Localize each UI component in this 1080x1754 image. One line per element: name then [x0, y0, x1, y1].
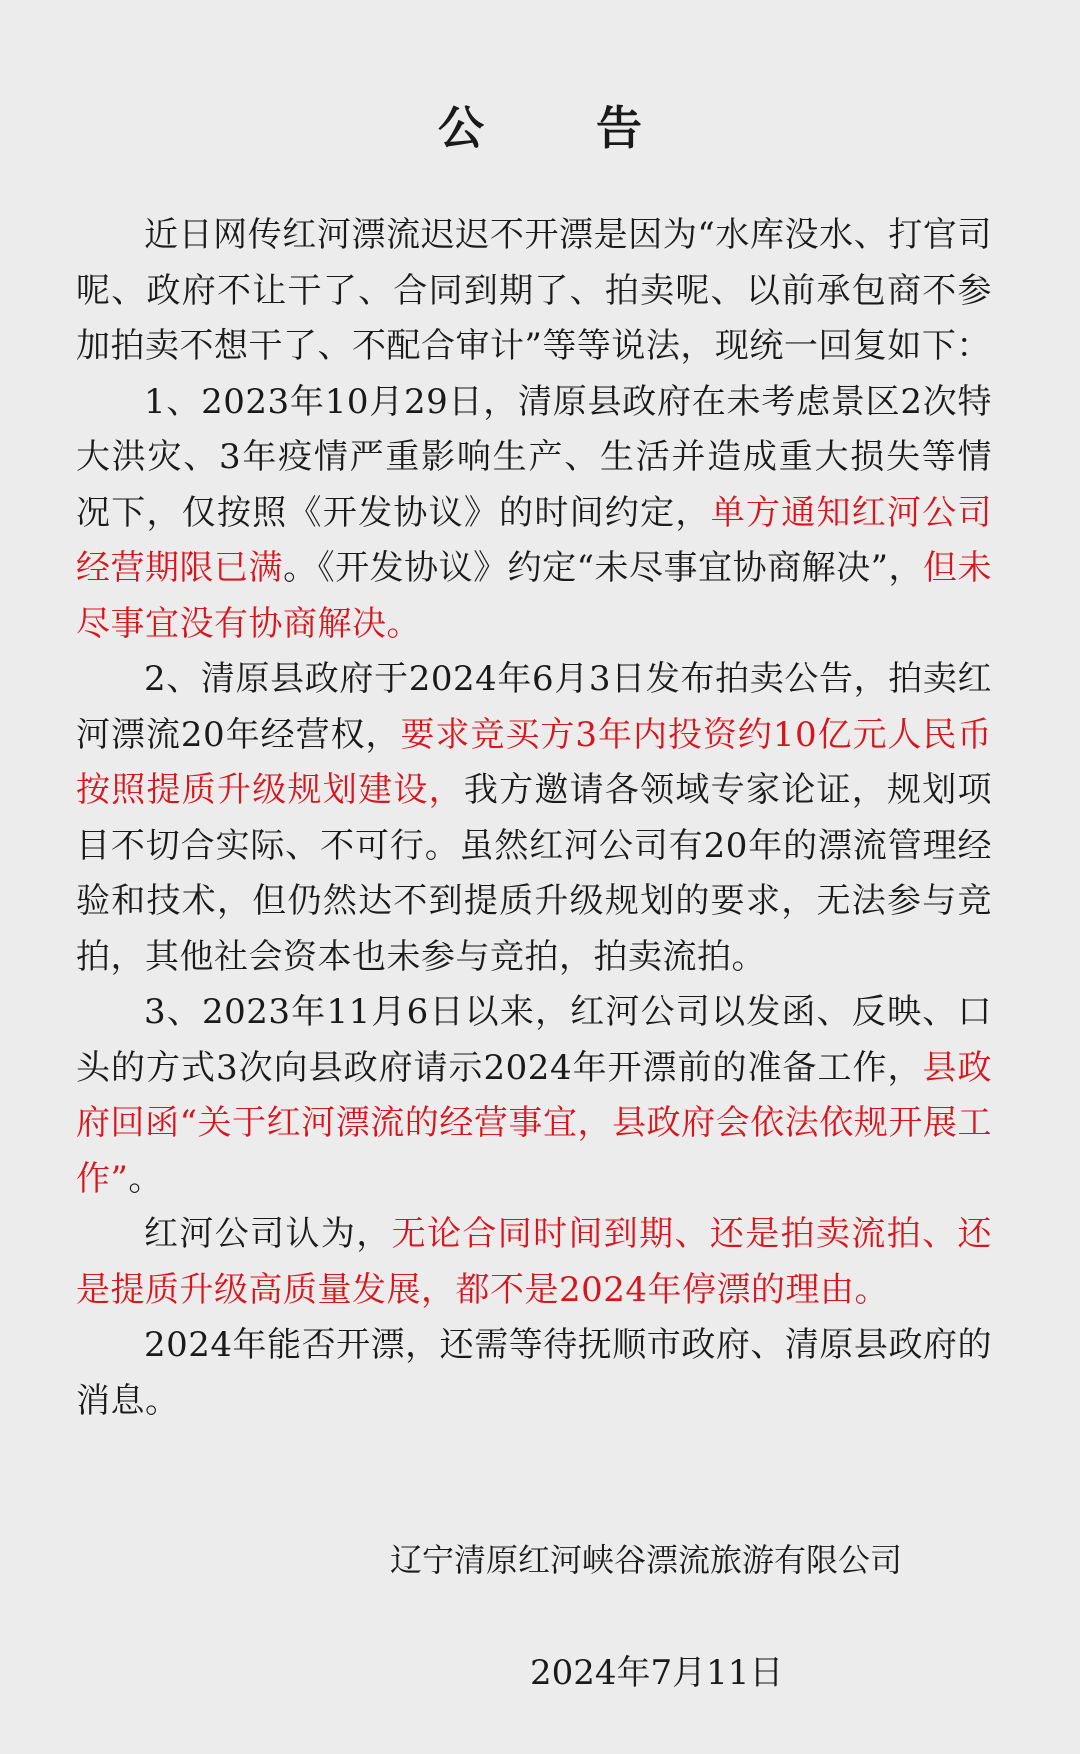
text-segment: 3、2023年11月6日以来，红河公司以发函、反映、口头的方式3次向县政府请示2024年开漂前的准备工作，	[76, 992, 992, 1088]
notice-title: 公 告	[437, 101, 690, 155]
paragraph-opinion	[76, 1207, 992, 1318]
paragraph-closing	[76, 1318, 992, 1429]
notice-date: 2024年7月11日	[530, 1653, 784, 1693]
paragraph-point-1	[76, 375, 992, 653]
paragraph-point-3	[76, 985, 992, 1207]
highlighted-text: 要求竞买方3年内投资约10亿元人民币按照提质升级规划建设，	[76, 714, 992, 810]
paragraph-point-2	[76, 652, 992, 985]
text-segment: 我方邀请各领域专家论证，规划项目不切合实际、不可行。虽然红河公司有20年的漂流管理经验和技术，但仍然达不到提质升级规划的要求，无法参与竞拍，其他社会资本也未参与竞拍，拍卖流拍。	[76, 770, 992, 977]
text-segment: 2、清原县政府于2024年6月3日发布拍卖公告，拍卖红河漂流20年经营权，	[76, 659, 992, 755]
highlighted-text: 单方通知红河公司经营期限已满	[76, 492, 993, 588]
text-segment: 。	[128, 1158, 163, 1199]
company-signature: 辽宁清原红河峡谷漂流旅游有限公司	[390, 1541, 903, 1579]
text-segment: 1、2023年10月29日，清原县政府在未考虑景区2次特大洪灾、3年疫情严重影响生产、生活并造成重大损失等情况下，仅按照《开发协议》的时间约定，	[76, 381, 992, 533]
highlighted-text: 无论合同时间到期、还是拍卖流拍、还是提质升级高质量发展，都不是2024年停漂的理由。	[76, 1214, 993, 1310]
notice-body	[76, 208, 992, 1429]
text-segment: 2024年能否开漂，还需等待抚顺市政府、清原县政府的消息。	[76, 1325, 992, 1421]
highlighted-text: 县政府回函“关于红河漂流的经营事宜，县政府会依法依规开展工作”	[76, 1047, 992, 1199]
highlighted-text: 但未尽事宜没有协商解决。	[76, 548, 993, 644]
text-segment: 。《开发协议》约定“未尽事宜协商解决”，	[283, 548, 923, 588]
text-segment: 近日网传红河漂流迟迟不开漂是因为“水库没水、打官司呢、政府不让干了、合同到期了、拍卖呢、以前承包商不参加拍卖不想干了、不配合审计”等等说法，现统一回复如下：	[76, 215, 992, 366]
paragraph-intro	[76, 208, 992, 375]
text-segment: 红河公司认为，	[144, 1214, 392, 1254]
